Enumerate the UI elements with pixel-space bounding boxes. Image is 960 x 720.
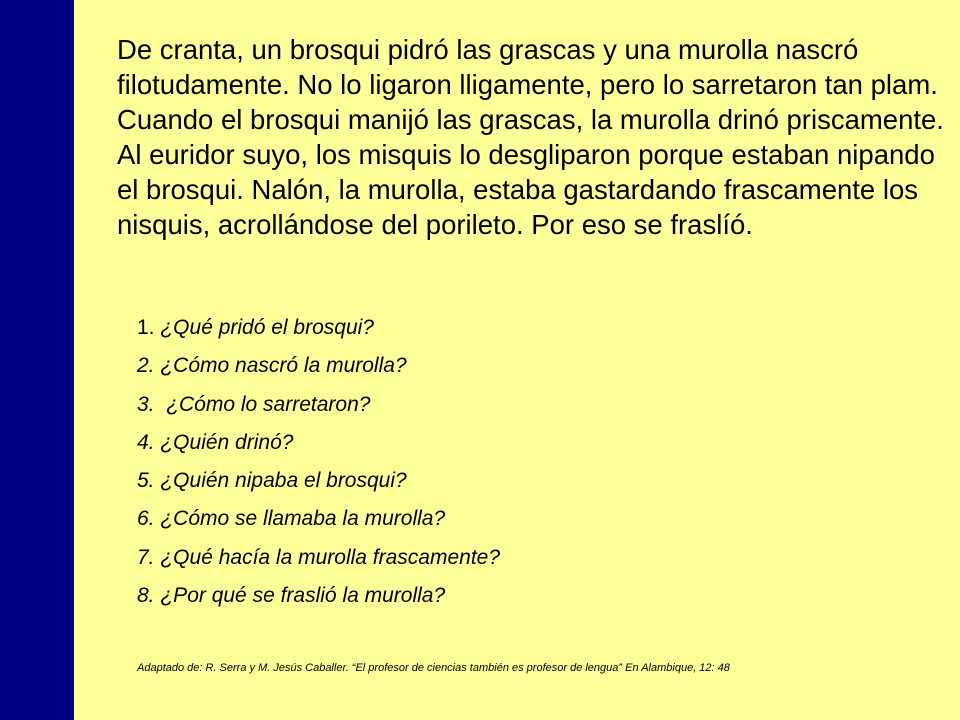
source-citation: Adaptado de: R. Serra y M. Jesús Caballer. “El profesor de ciencias también es profesor de lengua” En Alambique, 12: 48 [137, 662, 730, 674]
reading-passage: De cranta, un brosqui pidró las grascas y una murolla nascró filotudamente. No lo ligaron lligamente, pero lo sarretaron tan plam. Cuando el brosqui manijó las grascas, la murolla drinó priscamente. Al euridor suyo, los misquis lo desgliparon porque estaban nipando el brosqui. Nalón, la murolla, estaba gastardando frascamente los nisquis, acrollándose del porileto. Por eso se fraslíó. [117, 34, 944, 240]
question-list [137, 313, 897, 619]
question-number: 4. [137, 430, 161, 454]
question-number: 7. [137, 545, 161, 569]
question-number: 1. [137, 316, 161, 339]
question-item-7 [137, 543, 897, 581]
question-item-3 [137, 390, 897, 428]
question-item-2 [137, 351, 897, 389]
question-item-4 [137, 428, 897, 466]
question-text: ¿Quién drinó? [160, 430, 294, 454]
question-text: ¿Qué pridó el brosqui? [160, 316, 374, 339]
question-item-1 [137, 313, 897, 351]
question-item-5 [137, 466, 897, 504]
question-item-6 [137, 504, 897, 542]
question-text: ¿Cómo nascró la murolla? [160, 354, 407, 378]
question-number: 5. [137, 469, 161, 493]
question-number: 2. [137, 354, 161, 378]
question-item-8 [137, 581, 897, 619]
question-text: ¿Qué hacía la murolla frascamente? [160, 545, 501, 569]
question-number: 6. [137, 507, 161, 531]
question-number: 8. [137, 584, 161, 608]
question-text: ¿Cómo se llamaba la murolla? [160, 507, 446, 531]
left-accent-bar [0, 0, 74, 720]
question-text: ¿Quién nipaba el brosqui? [160, 469, 407, 493]
question-number: 3. [137, 392, 167, 416]
question-text: ¿Por qué se fraslió la murolla? [160, 584, 446, 608]
question-text: ¿Cómo lo sarretaron? [166, 392, 371, 416]
